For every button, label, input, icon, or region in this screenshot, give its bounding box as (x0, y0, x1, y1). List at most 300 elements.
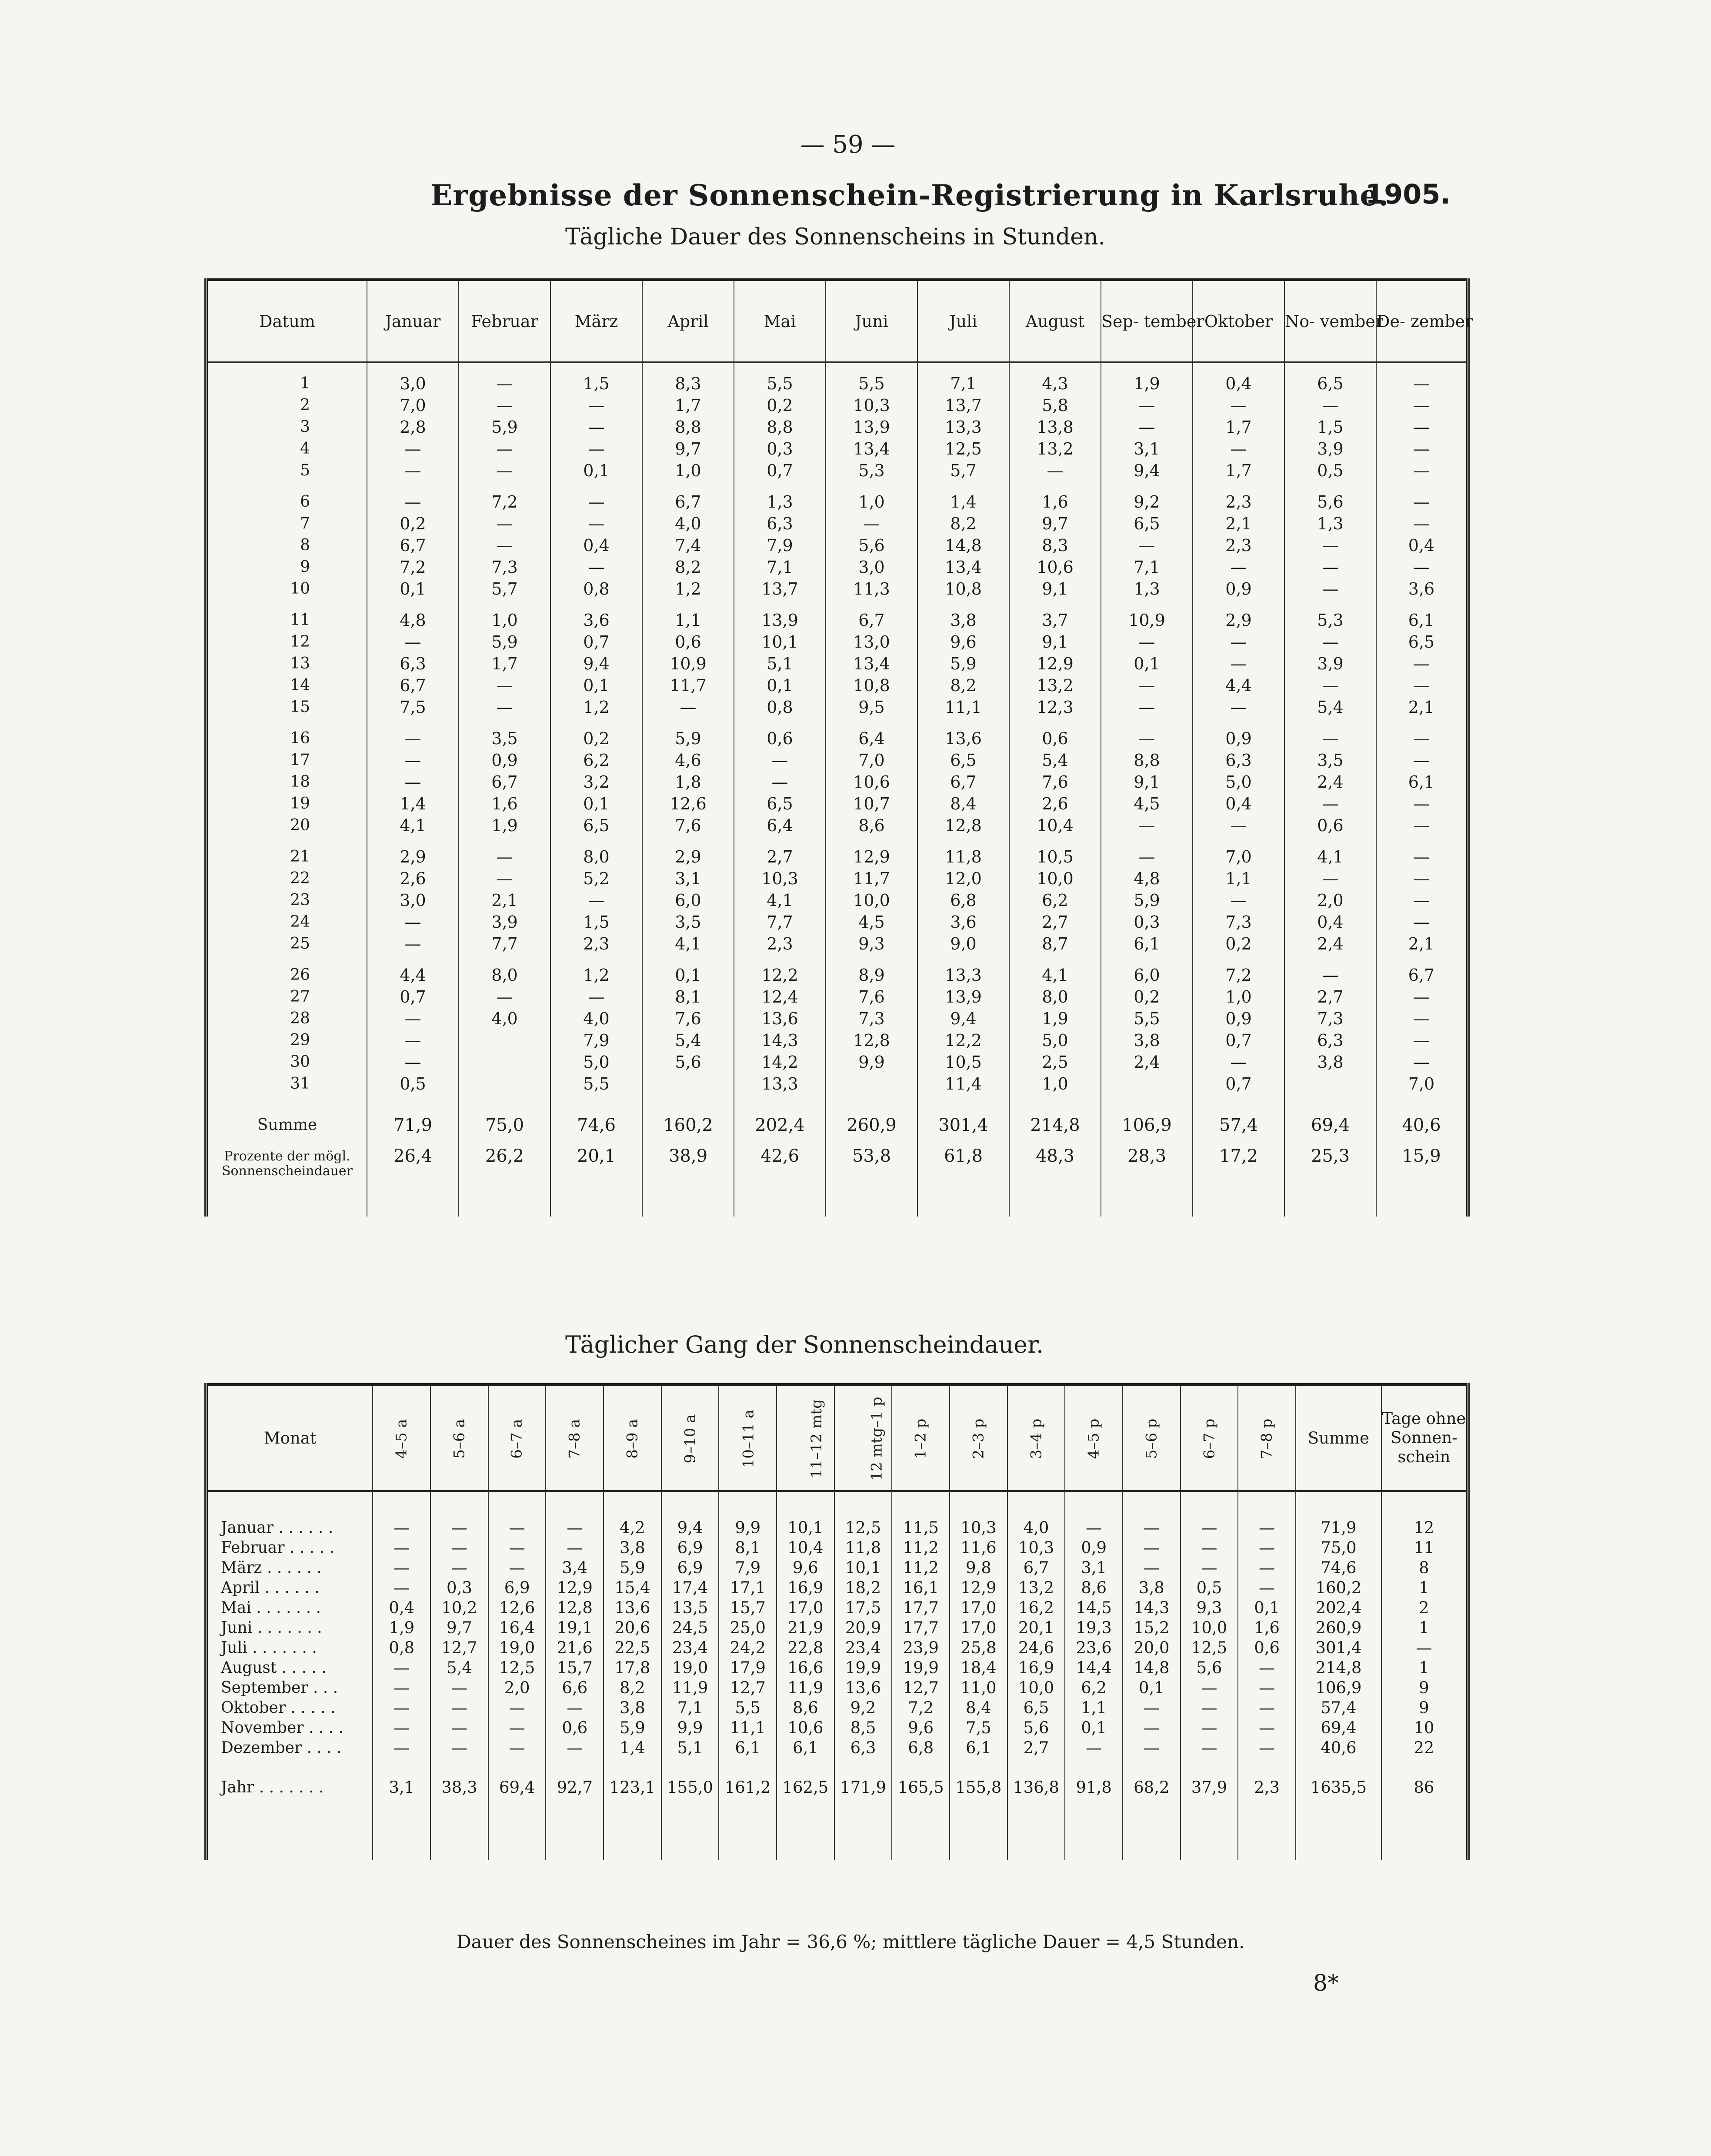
hour-value: 5,6 (1007, 1718, 1065, 1738)
day-value: 3,7 (1009, 609, 1101, 631)
hour-value: — (430, 1738, 488, 1758)
day-value: — (1101, 675, 1193, 696)
hour-label: 7–8 a (566, 1418, 584, 1459)
day-value: — (1284, 964, 1376, 986)
spacer-cell (206, 955, 367, 964)
prozente-value: 15,9 (1376, 1146, 1468, 1217)
header-summe: Summe (1296, 1384, 1381, 1491)
day-row (206, 631, 1468, 653)
hour-value: — (1123, 1518, 1181, 1538)
spacer-cell (1123, 1758, 1181, 1775)
day-value: — (1376, 986, 1468, 1008)
day-value: — (550, 491, 642, 513)
hour-value: 4,2 (604, 1518, 661, 1538)
day-value: 1,7 (642, 394, 734, 416)
day-value: — (367, 631, 459, 653)
day-value: 3,9 (1284, 653, 1376, 675)
prozente-label: Prozente der mögl. Sonnenscheindauer (221, 1149, 353, 1179)
spacer-cell (1181, 1758, 1238, 1775)
spacer-cell (206, 718, 367, 728)
hour-value: 57,4 (1296, 1698, 1381, 1718)
summe-value: 57,4 (1193, 1104, 1284, 1146)
jahr-row (206, 1775, 1468, 1799)
day-value: 4,8 (367, 609, 459, 631)
hour-value: — (430, 1538, 488, 1558)
day-value: 1,3 (1284, 513, 1376, 535)
hour-value: 8 (1381, 1558, 1468, 1578)
day-value: — (367, 771, 459, 793)
day-value: 1,8 (642, 771, 734, 793)
hour-value: 12,7 (430, 1638, 488, 1658)
day-value: — (367, 728, 459, 749)
spacer-cell (550, 1095, 642, 1104)
day-value: 1,0 (459, 609, 550, 631)
spacer-cell (1007, 1758, 1065, 1775)
day-value: 13,3 (917, 964, 1009, 986)
prozente-value: 53,8 (826, 1146, 917, 1217)
day-value: — (1376, 911, 1468, 933)
hour-value: 19,1 (546, 1618, 604, 1638)
day-value: 6,5 (734, 793, 826, 815)
hour-value: 7,5 (950, 1718, 1007, 1738)
hour-value: 8,2 (604, 1678, 661, 1698)
day-value: 6,1 (1376, 609, 1468, 631)
hour-label: 4–5 p (1085, 1418, 1103, 1459)
hour-value: 25,0 (719, 1618, 777, 1638)
jahr-value: 136,8 (1007, 1775, 1065, 1799)
jahr-value: 155,8 (950, 1775, 1007, 1799)
hour-value: 6,5 (1007, 1698, 1065, 1718)
day-row (206, 460, 1468, 481)
spacer-cell (950, 1491, 1007, 1518)
day-number: 21 (290, 848, 310, 866)
summe-value: 160,2 (642, 1104, 734, 1146)
spacer-cell (1193, 955, 1284, 964)
day-value: 5,4 (642, 1030, 734, 1051)
day-value: — (459, 986, 550, 1008)
hour-value: 5,4 (430, 1658, 488, 1678)
hour-value: — (488, 1738, 546, 1758)
prozente-value: 42,6 (734, 1146, 826, 1217)
header-month: De- zember (1376, 280, 1468, 362)
day-value: 7,6 (642, 815, 734, 836)
hour-value: 11,0 (950, 1678, 1007, 1698)
prozente-value: 61,8 (917, 1146, 1009, 1217)
summe-value: 301,4 (917, 1104, 1009, 1146)
day-value: 6,4 (826, 728, 917, 749)
hour-value: 6,3 (834, 1738, 892, 1758)
spacer-cell (661, 1799, 719, 1860)
hour-value: 22,5 (604, 1638, 661, 1658)
day-value: 7,4 (642, 535, 734, 556)
hour-value: 7,9 (719, 1558, 777, 1578)
hour-value: 160,2 (1296, 1578, 1381, 1598)
hour-value: 6,9 (661, 1558, 719, 1578)
day-value: 8,6 (826, 815, 917, 836)
hour-value: — (373, 1738, 430, 1758)
day-value: 0,4 (550, 535, 642, 556)
spacer-cell (367, 955, 459, 964)
jahr-value: 161,2 (719, 1775, 777, 1799)
hour-value: 19,9 (892, 1658, 950, 1678)
header-hour (1007, 1384, 1065, 1491)
jahr-value: 165,5 (892, 1775, 950, 1799)
day-value: 6,5 (917, 749, 1009, 771)
day-number: 14 (290, 676, 310, 694)
day-value (459, 1073, 550, 1095)
hour-value: 9 (1381, 1698, 1468, 1718)
hour-value: — (430, 1718, 488, 1738)
spacer-cell (917, 718, 1009, 728)
spacer-cell (1009, 1095, 1101, 1104)
day-value: 11,3 (826, 578, 917, 600)
day-value: 13,9 (734, 609, 826, 631)
spacer-cell (1376, 955, 1468, 964)
day-value: 7,2 (1193, 964, 1284, 986)
day-number: 4 (300, 440, 310, 458)
hour-value: 1,1 (1065, 1698, 1123, 1718)
hour-value: — (546, 1538, 604, 1558)
day-value: 1,7 (459, 653, 550, 675)
day-value: 10,3 (826, 394, 917, 416)
day-value: 5,1 (734, 653, 826, 675)
day-value: 13,4 (917, 556, 1009, 578)
day-value: 1,3 (1101, 578, 1193, 600)
hour-value: 13,2 (1007, 1578, 1065, 1598)
day-value: — (1376, 438, 1468, 460)
day-value: — (1284, 868, 1376, 889)
day-value: 6,3 (1284, 1030, 1376, 1051)
hour-value: 13,6 (834, 1678, 892, 1698)
spacer-cell (1009, 955, 1101, 964)
hour-label: 4–5 a (393, 1418, 410, 1459)
hour-value: 10,6 (777, 1718, 834, 1738)
day-row (206, 1008, 1468, 1030)
spacer-cell (642, 955, 734, 964)
header-month: April (642, 280, 734, 362)
hour-value: — (1065, 1518, 1123, 1538)
jahr-value: 123,1 (604, 1775, 661, 1799)
hour-value: 8,6 (777, 1698, 834, 1718)
day-value: 13,9 (826, 416, 917, 438)
day-value: 14,2 (734, 1051, 826, 1073)
day-value: — (1376, 653, 1468, 675)
summe-value: 71,9 (367, 1104, 459, 1146)
day-value: 0,7 (1193, 1030, 1284, 1051)
day-value: 6,5 (1284, 373, 1376, 394)
spacer-cell (834, 1758, 892, 1775)
day-value: — (642, 696, 734, 718)
day-value: 5,5 (550, 1073, 642, 1095)
jahr-value: 86 (1381, 1775, 1468, 1799)
spacer-cell (1009, 481, 1101, 491)
spacer-cell (834, 1491, 892, 1518)
day-value: 5,9 (917, 653, 1009, 675)
hour-value: — (1123, 1718, 1181, 1738)
spacer-cell (373, 1758, 430, 1775)
day-value: 2,3 (1193, 491, 1284, 513)
day-value: 0,3 (734, 438, 826, 460)
hour-value: — (373, 1718, 430, 1738)
day-value: 1,4 (917, 491, 1009, 513)
day-value: — (459, 513, 550, 535)
day-value: 4,1 (642, 933, 734, 955)
day-value: — (1193, 394, 1284, 416)
hour-value: 24,6 (1007, 1638, 1065, 1658)
spacer-cell (642, 836, 734, 846)
hour-value: — (1238, 1738, 1296, 1758)
day-row (206, 846, 1468, 868)
day-value: 7,0 (1376, 1073, 1468, 1095)
day-value: — (1376, 728, 1468, 749)
day-value: 4,5 (826, 911, 917, 933)
hour-value: — (1238, 1578, 1296, 1598)
day-value: 11,7 (642, 675, 734, 696)
hour-value: — (546, 1518, 604, 1538)
header-hour (604, 1384, 661, 1491)
hour-value: 12,8 (546, 1598, 604, 1618)
day-value: 8,2 (642, 556, 734, 578)
day-value: 7,6 (1009, 771, 1101, 793)
spacer-cell (488, 1758, 546, 1775)
day-row (206, 609, 1468, 631)
day-number: 28 (290, 1009, 310, 1027)
day-value: 13,7 (734, 578, 826, 600)
day-row (206, 653, 1468, 675)
month-row (206, 1638, 1468, 1658)
month-row (206, 1678, 1468, 1698)
day-number: 13 (290, 655, 310, 672)
hour-value: 7,2 (892, 1698, 950, 1718)
hour-value: 9,8 (950, 1558, 1007, 1578)
day-value: 1,7 (1193, 460, 1284, 481)
spacer-cell (604, 1799, 661, 1860)
spacer-cell (430, 1799, 488, 1860)
hour-label: 5–6 p (1143, 1418, 1161, 1459)
day-number: 16 (290, 729, 310, 747)
day-value: 0,7 (1193, 1073, 1284, 1095)
hour-value: 21,9 (777, 1618, 834, 1638)
day-value: 10,6 (1009, 556, 1101, 578)
day-value: 5,9 (459, 631, 550, 653)
header-hour (488, 1384, 546, 1491)
month-row (206, 1698, 1468, 1718)
day-value: 2,5 (1009, 1051, 1101, 1073)
day-value: 3,9 (1284, 438, 1376, 460)
day-row (206, 1051, 1468, 1073)
header-month: Februar (459, 280, 550, 362)
day-value: 1,3 (734, 491, 826, 513)
day-value: — (367, 1051, 459, 1073)
group-gap (206, 1095, 1468, 1104)
day-value: 5,8 (1009, 394, 1101, 416)
spacer-cell (459, 362, 550, 373)
hour-value: 10 (1381, 1718, 1468, 1738)
hour-value: 17,0 (950, 1598, 1007, 1618)
hour-value: 5,9 (604, 1718, 661, 1738)
jahr-value: 171,9 (834, 1775, 892, 1799)
spacer-row (206, 362, 1468, 373)
spacer-cell (719, 1491, 777, 1518)
day-value: 12,8 (826, 1030, 917, 1051)
hour-value: 20,6 (604, 1618, 661, 1638)
day-value: 5,5 (826, 373, 917, 394)
hour-value: — (373, 1518, 430, 1538)
hour-label: 3–4 p (1027, 1418, 1045, 1459)
day-value: 2,7 (734, 846, 826, 868)
spacer-cell (206, 481, 367, 491)
hour-value: 8,1 (719, 1538, 777, 1558)
hour-value: 69,4 (1296, 1718, 1381, 1738)
spacer-cell (1376, 1095, 1468, 1104)
header-hour (892, 1384, 950, 1491)
day-value: 6,3 (367, 653, 459, 675)
day-value: — (367, 491, 459, 513)
day-value: — (1376, 416, 1468, 438)
spacer-cell (1009, 718, 1101, 728)
hour-value: — (430, 1698, 488, 1718)
header-hour (777, 1384, 834, 1491)
day-value: — (1193, 889, 1284, 911)
hour-value: 8,5 (834, 1718, 892, 1738)
day-value: 8,8 (642, 416, 734, 438)
day-number: 24 (290, 913, 310, 931)
spacer-cell (1238, 1491, 1296, 1518)
hour-value: 17,1 (719, 1578, 777, 1598)
day-value: — (1376, 846, 1468, 868)
spacer-cell (550, 955, 642, 964)
spacer-cell (826, 718, 917, 728)
hour-value: 19,0 (488, 1638, 546, 1658)
day-value: 0,7 (367, 986, 459, 1008)
hour-value: 10,1 (834, 1558, 892, 1578)
day-value: 0,9 (459, 749, 550, 771)
hour-value: 3,8 (1123, 1578, 1181, 1598)
day-value: — (367, 749, 459, 771)
day-value: — (459, 394, 550, 416)
jahr-value: 162,5 (777, 1775, 834, 1799)
day-value: — (367, 1030, 459, 1051)
day-row (206, 696, 1468, 718)
hour-value: 14,3 (1123, 1598, 1181, 1618)
day-value: 13,4 (826, 438, 917, 460)
hour-value: 11,6 (950, 1538, 1007, 1558)
spacer-cell (1123, 1799, 1181, 1860)
spacer-cell (950, 1758, 1007, 1775)
day-value: — (1284, 793, 1376, 815)
spacer-row (206, 1758, 1468, 1775)
day-value: — (459, 696, 550, 718)
spacer-cell (1284, 955, 1376, 964)
hour-value: — (1181, 1558, 1238, 1578)
day-value: — (550, 556, 642, 578)
hour-value: 0,1 (1123, 1678, 1181, 1698)
summe-value: 106,9 (1101, 1104, 1193, 1146)
spacer-cell (206, 836, 367, 846)
day-value: 1,6 (1009, 491, 1101, 513)
hour-value: 9,6 (892, 1718, 950, 1738)
header-monat: Monat (206, 1384, 373, 1491)
hour-value: 13,6 (604, 1598, 661, 1618)
hour-value: 2,7 (1007, 1738, 1065, 1758)
day-value: 7,2 (367, 556, 459, 578)
table2-subtitle: Täglicher Gang der Sonnenscheindauer. (565, 1331, 1044, 1358)
hour-value: — (373, 1678, 430, 1698)
spacer-cell (1065, 1799, 1123, 1860)
hour-value: 11,9 (661, 1678, 719, 1698)
hour-value: — (1238, 1538, 1296, 1558)
day-value: 0,9 (1193, 728, 1284, 749)
spacer-cell (1381, 1799, 1468, 1860)
hour-value: 0,8 (373, 1638, 430, 1658)
hour-value: 19,3 (1065, 1618, 1123, 1638)
spacer-cell (1101, 600, 1193, 609)
day-value: 5,6 (1284, 491, 1376, 513)
hour-value: 12,7 (719, 1678, 777, 1698)
day-value: 12,0 (917, 868, 1009, 889)
spacer-cell (777, 1799, 834, 1860)
hour-value: — (1123, 1558, 1181, 1578)
spacer-cell (642, 600, 734, 609)
day-row (206, 815, 1468, 836)
day-value: 5,3 (826, 460, 917, 481)
day-value: 2,6 (1009, 793, 1101, 815)
hour-value: 21,6 (546, 1638, 604, 1658)
prozente-value: 26,2 (459, 1146, 550, 1217)
hour-value: 16,9 (1007, 1658, 1065, 1678)
spacer-cell (917, 955, 1009, 964)
spacer-cell (1376, 481, 1468, 491)
day-value: 13,6 (917, 728, 1009, 749)
day-number: 2 (300, 396, 310, 414)
day-value: 4,0 (459, 1008, 550, 1030)
day-value: — (1376, 1051, 1468, 1073)
day-row (206, 1073, 1468, 1095)
group-gap (206, 481, 1468, 491)
day-value: — (1376, 889, 1468, 911)
day-value: — (1193, 1051, 1284, 1073)
hour-value: — (488, 1558, 546, 1578)
hour-value: 9,3 (1181, 1598, 1238, 1618)
spacer-cell (1193, 600, 1284, 609)
day-value: 12,9 (1009, 653, 1101, 675)
jahr-value: 92,7 (546, 1775, 604, 1799)
day-value: 10,0 (826, 889, 917, 911)
day-value: — (459, 868, 550, 889)
hour-value: 2 (1381, 1598, 1468, 1618)
day-value: 3,2 (550, 771, 642, 793)
day-value: — (1376, 460, 1468, 481)
day-value: 10,1 (734, 631, 826, 653)
day-value: 6,2 (1009, 889, 1101, 911)
hour-value: 6,6 (546, 1678, 604, 1698)
day-value: 5,0 (1193, 771, 1284, 793)
day-value: 1,0 (826, 491, 917, 513)
day-value: 1,5 (550, 911, 642, 933)
day-value: 6,1 (1101, 933, 1193, 955)
hour-value: 16,9 (777, 1578, 834, 1598)
hour-value: — (430, 1558, 488, 1578)
spacer-cell (777, 1758, 834, 1775)
day-value: 7,1 (734, 556, 826, 578)
day-value: 3,5 (459, 728, 550, 749)
day-value: 6,8 (917, 889, 1009, 911)
day-value: 8,3 (642, 373, 734, 394)
day-value: 0,1 (550, 460, 642, 481)
header-hour (661, 1384, 719, 1491)
day-value: 1,2 (550, 964, 642, 986)
day-number: 10 (290, 580, 310, 598)
